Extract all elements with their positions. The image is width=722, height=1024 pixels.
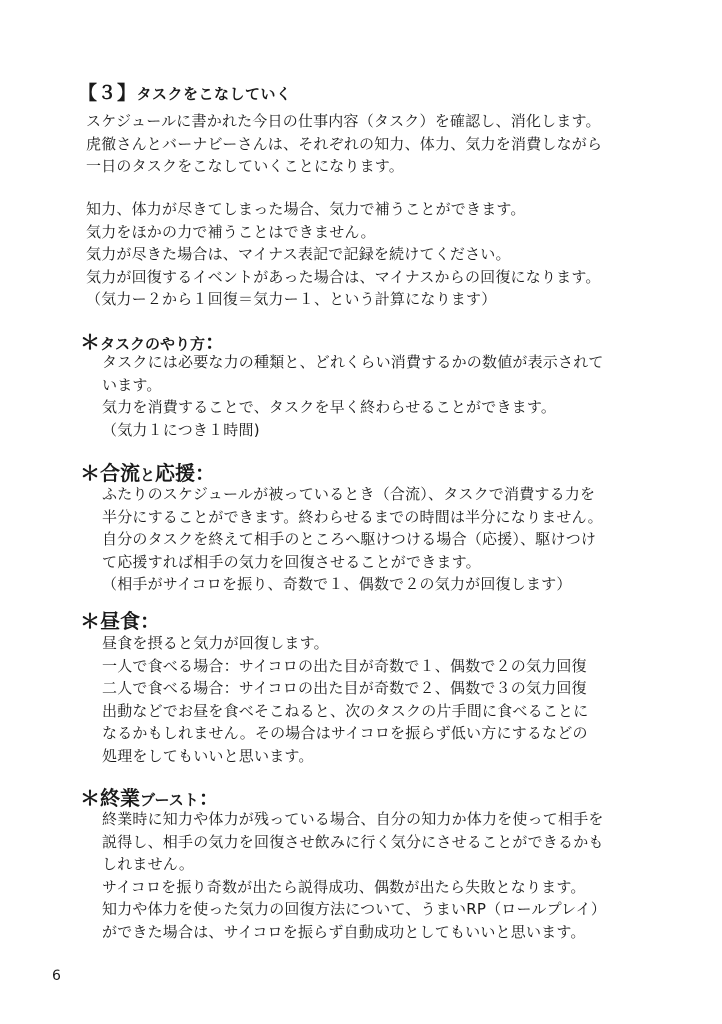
task-howto-line: 気力を消費することで、タスクを早く終わらせることができます。 xyxy=(102,398,557,417)
merge-support-line: て応援すれば相手の気力を回復させることができます。 xyxy=(102,552,481,571)
section-title xyxy=(78,78,292,105)
end-boost-line: 説得し、相手の気力を回復させ飲みに行く気分にさせることができるかも xyxy=(102,832,604,851)
task-howto-heading-text: タスクのやり方 xyxy=(100,335,206,353)
end-boost-heading-katakana: ブースト xyxy=(140,791,199,809)
support-heading-word: 応援 xyxy=(155,461,196,485)
end-boost-line: 知力や体力を使った気力の回復方法について、うまいRP（ロールプレイ） xyxy=(102,900,607,919)
merge-support-heading xyxy=(80,457,215,486)
rule-line: 気力をほかの力で補うことはできません。 xyxy=(86,222,376,241)
end-boost-line: ができた場合は、サイコロを振らず自動成功としてもいいと思います。 xyxy=(102,922,586,941)
end-boost-line: サイコロを振り奇数が出たら説得成功、偶数が出たら失敗となります。 xyxy=(102,877,586,896)
rule-line: （気力ー２から１回復＝気力ー１、という計算になります） xyxy=(86,290,497,309)
task-howto-line: タスクには必要な力の種類と、どれくらい消費するかの数値が表示されて xyxy=(102,353,604,371)
merge-support-line: 自分のタスクを終えて相手のところへ駆けつける場合（応援）、駆けつけ xyxy=(102,530,597,549)
rule-line: 知力、体力が尽きてしまった場合、気力で補うことができます。 xyxy=(86,200,526,218)
task-howto-line: います。 xyxy=(102,375,162,394)
heading-colon: ： xyxy=(140,609,160,633)
asterisk-mark: ＊ xyxy=(80,461,100,485)
task-howto-body xyxy=(102,351,604,441)
merge-heading-particle: と xyxy=(140,466,156,484)
lunch-line: なるかもしれません。その場合はサイコロを振らず低い方にするなどの xyxy=(102,724,588,743)
end-boost-heading-word: 終業 xyxy=(100,786,140,810)
heading-colon: ： xyxy=(205,330,226,354)
lunch-line: 処理をしてもいいと思います。 xyxy=(102,746,314,765)
end-boost-line: しれません。 xyxy=(102,855,195,874)
lunch-heading xyxy=(80,605,160,634)
page-number: 6 xyxy=(52,968,61,984)
intro-line: 一日のタスクをこなしていくことになります。 xyxy=(86,157,405,176)
lunch-body xyxy=(102,632,588,768)
intro-line: スケジュールに書かれた今日の仕事内容（タスク）を確認し、消化します。 xyxy=(86,112,601,130)
heading-colon: ： xyxy=(198,786,219,810)
section-title-text: タスクをこなしていく xyxy=(136,85,292,103)
rule-line: 気力が回復するイベントがあった場合は、マイナスからの回復になります。 xyxy=(86,267,601,286)
merge-support-line: ふたりのスケジュールが被っているとき（合流）、タスクで消費する力を xyxy=(102,485,596,503)
asterisk-mark: ＊ xyxy=(80,786,100,810)
section-number: 【３】 xyxy=(78,82,137,104)
end-boost-heading xyxy=(80,782,219,811)
lunch-heading-text: 昼食 xyxy=(100,609,140,633)
merge-support-body xyxy=(102,483,603,596)
lunch-line: 出動などでお昼を食べそこねると、次のタスクの片手間に食べることに xyxy=(102,701,589,720)
merge-support-line: 半分にすることができます。終わらせるまでの時間は半分になりません。 xyxy=(102,507,603,526)
asterisk-mark: ＊ xyxy=(80,609,100,633)
intro-paragraph xyxy=(86,110,602,178)
asterisk-mark: ＊ xyxy=(80,330,100,354)
rules-paragraph xyxy=(86,198,601,311)
lunch-line: 一人で食べる場合：サイコロの出た目が奇数で１、偶数で２の気力回復 xyxy=(102,656,587,675)
merge-heading-word: 合流 xyxy=(100,461,140,485)
lunch-line: 昼食を摂ると気力が回復します。 xyxy=(102,634,329,652)
task-howto-line: （気力１につき１時間) xyxy=(102,420,260,439)
end-boost-line: 終業時に知力や体力が残っている場合、自分の知力か体力を使って相手を xyxy=(102,810,604,828)
lunch-line: 二人で食べる場合：サイコロの出た目が奇数で２、偶数で３の気力回復 xyxy=(102,679,587,698)
rule-line: 気力が尽きた場合は、マイナス表記で記録を続けてください。 xyxy=(86,245,511,264)
end-boost-body xyxy=(102,808,606,944)
heading-colon: ： xyxy=(195,461,216,485)
merge-support-line: （相手がサイコロを振り、奇数で１、偶数で２の気力が回復します） xyxy=(102,575,572,594)
intro-line: 虎徹さんとバーナビーさんは、それぞれの知力、体力、気力を消費しながら xyxy=(86,134,603,153)
